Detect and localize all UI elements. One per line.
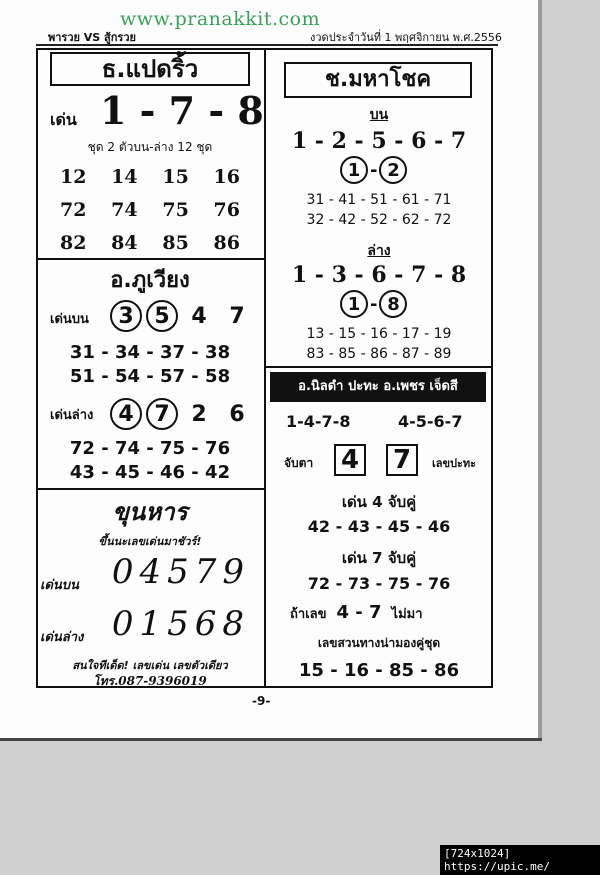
header-date: งวดประจำวันที่ 1 พฤศจิกายน พ.ศ.2556 [310, 31, 502, 44]
circled-digit: 8 [379, 290, 407, 318]
panel2-top-digits [110, 300, 254, 332]
pair-number: 74 [111, 199, 138, 221]
circled-digit: 1 [340, 290, 368, 318]
panel1-title: ธ.แปดริ้ว [50, 52, 250, 86]
panel5-final-numbers: 15 - 16 - 85 - 86 [298, 660, 460, 681]
panel5-set-left: 1-4-7-8 [286, 412, 351, 431]
panel5-line3 [290, 602, 423, 624]
pair-number: 15 [162, 166, 189, 188]
divider-left-2 [36, 488, 265, 490]
header-title: พารวย VS สู้กรวย [48, 31, 136, 44]
panel5-catch-label: จับตา [284, 456, 314, 470]
pair-number: 82 [60, 232, 87, 254]
panel4-upper-row: 31 - 41 - 51 - 61 - 71 [306, 192, 452, 208]
panel4-upper-main: 1 - 2 - 5 - 6 - 7 [291, 128, 467, 154]
panel5-line2: เด่น 7 จับคู่ [341, 549, 417, 567]
boxed-digit: 4 [334, 444, 366, 476]
panel3-top-number: 04579 [111, 552, 251, 592]
circled-digit: 2 [379, 156, 407, 184]
panel3-phone: โทร.087-9396019 [93, 674, 207, 688]
panel1-row [60, 232, 240, 254]
panel5-line3-pre: ถ้าเลข [290, 607, 327, 622]
page-edge [538, 0, 542, 740]
scan-edge [0, 738, 542, 741]
upic-caption: [724x1024] https://upic.me/ [440, 845, 600, 875]
panel5-set-right: 4-5-6-7 [398, 412, 463, 431]
panel3-note: สนใจทีเด็ด! เลขเด่น เลขตัวเดียว [72, 659, 228, 672]
panel1-subtitle: ชุด 2 ตัวบน-ล่าง 12 ชุด [87, 140, 213, 154]
panel5-line1: เด่น 4 จับคู่ [341, 493, 417, 511]
panel3-top-label: เด่นบน [40, 578, 79, 593]
plain-digit: 6 [229, 401, 245, 427]
watermark: www.pranakkit.com [120, 8, 321, 30]
dash-icon: - [370, 159, 378, 181]
plain-digit: 2 [191, 401, 207, 427]
panel1-main-numbers: 1 - 7 - 8 [100, 88, 264, 133]
panel4-lower-row: 13 - 15 - 16 - 17 - 19 [306, 326, 452, 342]
boxed-digit: 7 [386, 444, 418, 476]
panel5-line4: เลขสวนทางน่ามองคู่ชุด [317, 636, 441, 650]
pair-number: 12 [60, 166, 87, 188]
panel4-lower-main: 1 - 3 - 6 - 7 - 8 [291, 262, 467, 288]
page-number: -9- [252, 694, 271, 708]
panel4-lower-pair [340, 290, 407, 318]
panel4-upper-label: บน [369, 107, 389, 123]
panel5-line3-post: ไม่มา [391, 607, 423, 622]
panel2-top-label: เด่นบน [50, 312, 89, 327]
panel5-catch-boxes [334, 444, 418, 476]
divider-left-1 [36, 258, 265, 260]
panel2-bottom-row: 72 - 74 - 75 - 76 [69, 438, 231, 459]
panel4-upper-row: 32 - 42 - 52 - 62 - 72 [306, 212, 452, 228]
dash-icon: - [370, 293, 378, 315]
pair-number: 76 [213, 199, 240, 221]
pair-number: 14 [111, 166, 138, 188]
circled-digit: 7 [146, 398, 178, 430]
divider-right-1 [265, 366, 493, 368]
header-rule [36, 44, 498, 46]
panel3-bottom-label: เด่นล่าง [40, 630, 84, 645]
panel4-upper-pair [340, 156, 407, 184]
panel3-bottom-number: 01568 [111, 604, 251, 644]
panel4-title: ช.มหาโชค [284, 62, 472, 98]
circled-digit: 3 [110, 300, 142, 332]
panel2-top-row: 51 - 54 - 57 - 58 [69, 366, 231, 387]
panel2-bottom-digits [110, 398, 254, 430]
pair-number: 72 [60, 199, 87, 221]
panel4-lower-row: 83 - 85 - 86 - 87 - 89 [306, 346, 452, 362]
circled-digit: 1 [340, 156, 368, 184]
pair-number: 84 [111, 232, 138, 254]
panel2-bottom-label: เด่นล่าง [50, 408, 94, 423]
pair-number: 16 [213, 166, 240, 188]
pair-number: 86 [213, 232, 240, 254]
circled-digit: 4 [110, 398, 142, 430]
panel2-bottom-row: 43 - 45 - 46 - 42 [69, 462, 231, 483]
pair-number: 85 [162, 232, 189, 254]
panel4-lower-label: ล่าง [367, 243, 391, 259]
panel5-catch-right: เลขปะทะ [432, 457, 477, 470]
pair-number: 75 [162, 199, 189, 221]
panel1-main-label: เด่น [50, 110, 77, 129]
panel1-row [60, 199, 240, 221]
panel5-line1-numbers: 42 - 43 - 45 - 46 [307, 517, 451, 536]
panel1-row [60, 166, 240, 188]
panel2-title: อ.ภูเวียง [110, 268, 190, 293]
panel5-line2-numbers: 72 - 73 - 75 - 76 [307, 574, 451, 593]
panel2-top-row: 31 - 34 - 37 - 38 [69, 342, 231, 363]
panel5-line3-numbers: 4 - 7 [336, 602, 382, 623]
circled-digit: 5 [146, 300, 178, 332]
panel3-title: ขุนหาร [112, 497, 188, 526]
panel3-subtitle: ขึ้นนะเลขเด่นมาชัวร์! [98, 535, 202, 548]
plain-digit: 4 [191, 303, 207, 329]
plain-digit: 7 [229, 303, 245, 329]
panel5-banner: อ.นิลดำ ปะทะ อ.เพชร เจ็ดสี [270, 372, 486, 402]
